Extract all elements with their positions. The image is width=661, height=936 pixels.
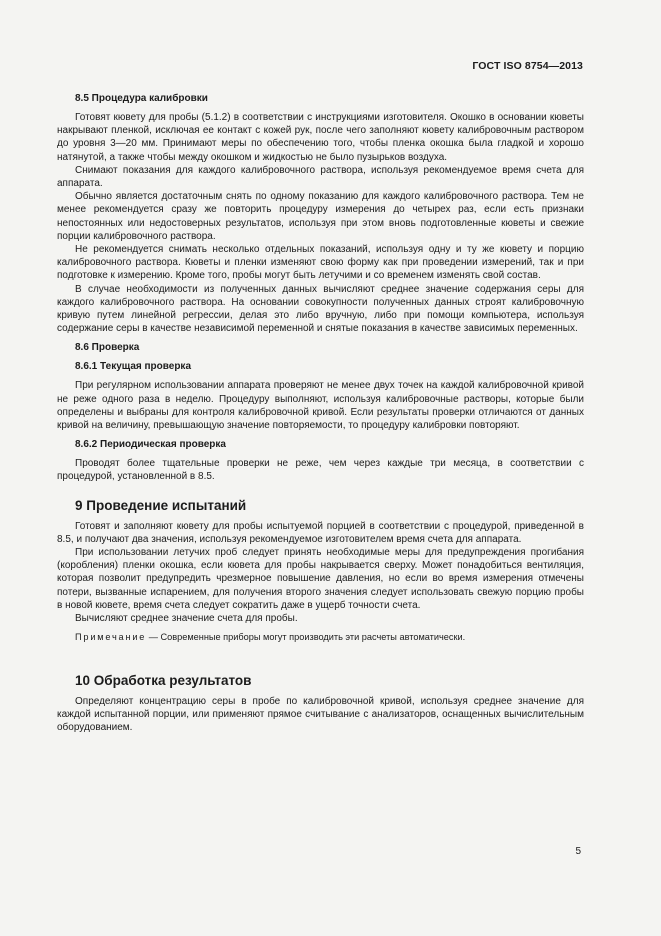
paragraph: Определяют концентрацию серы в пробе по калибровочной кривой, используя среднее значение для каждой испытанной порции, или применяют прямое считывание с анализаторов, оснащенных вычислительным оборудованием. [57, 695, 584, 733]
paragraph: Снимают показания для каждого калибровочного раствора, используя рекомендуемое время счета для аппарата. [57, 164, 584, 190]
paragraph: Не рекомендуется снимать несколько отдельных показаний, используя одну и ту же кювету и порцию калибровочного раствора. Кюветы и пленки изменяют свою форму как при проведении измерений, так и при подготовке к измерению. Кроме того, пробы могут быть летучими и со временем изменять свой состав. [57, 244, 584, 282]
note [57, 631, 584, 644]
paragraph: Готовят кювету для пробы (5.1.2) в соответствии с инструкциями изготовителя. Окошко в основании кюветы накрывают пленкой, исключая ее контакт с кожей рук, после чего заполняют кювету калибровочным раствором до уровня 3—20 мм. Принимают меры по обеспечению того, чтобы пленка окошка была гладкой и хорошо натянутой, а также чтобы между окошком и жидкостью не было пузырьков воздуха. [57, 112, 584, 163]
section-8-5-heading: 8.5 Процедура калибровки [75, 93, 208, 104]
paragraph: При использовании летучих проб следует принять необходимые меры для предупреждения прогибания (коробления) пленки окошка, если кювета для пробы накрывается сверху. Может понадобиться вентиляция, которая позволит предупредить чрезмерное повышение давления, но если во время измерения отмечены потери, вызванные испарением, для получения второго значения следует использовать свежую порцию пробы в новой кювете, время счета следует сократить даже в ущерб точности счета. [57, 547, 584, 611]
section-9-heading: 9 Проведение испытаний [75, 497, 247, 513]
paragraph: При регулярном использовании аппарата проверяют не менее двух точек на каждой калибровочной кривой не реже одного раза в неделю. Процедуру выполняют, используя калибровочные растворы, которые были определены и выбраны для контроля калибровочной кривой. Если результаты проверки отличаются от данных кривой на величину, превышающую значение повторяемости, то процедуру калибровки повторяют. [57, 380, 584, 432]
note-text: — Современные приборы могут производить эти расчеты автоматически. [146, 632, 466, 643]
paragraph: Обычно является достаточным снять по одному показанию для каждого калибровочного раствора. Тем не менее рекомендуется сразу же повторить процедуру измерения до четырех раз, если есть признаки непостоянных или недостоверных результатов, используя при этом вновь подготовленные кюветы и свежие порции калибровочного раствора. [57, 191, 584, 242]
document-id: ГОСТ ISO 8754—2013 [472, 60, 583, 72]
paragraph: Готовят и заполняют кювету для пробы испытуемой порцией в соответствии с процедурой, приведенной в 8.5, и получают два значения, используя рекомендуемое изготовителем время счета для аппарата. [57, 520, 584, 545]
paragraph: Вычисляют среднее значение счета для пробы. [75, 613, 298, 625]
paragraph: Проводят более тщательные проверки не реже, чем через каждые три месяца, в соответствии с процедурой, установленной в 8.5. [57, 458, 584, 483]
page-number: 5 [575, 846, 581, 857]
section-8-6-heading: 8.6 Проверка [75, 342, 140, 354]
section-8-6-1-heading: 8.6.1 Текущая проверка [75, 361, 192, 373]
section-10-heading: 10 Обработка результатов [75, 672, 252, 688]
paragraph: В случае необходимости из полученных данных вычисляют среднее значение содержания серы для каждого калибровочного раствора. На основании совокупности полученных данных строят калибровочную кривую путем линейной регрессии, делая это либо вручную, либо при помощи компьютера, используя содержание серы в качестве независимой переменной и снятые показания в качестве зависимых переменных. [57, 283, 584, 335]
note-label: Примечание [75, 632, 147, 643]
section-8-6-2-heading: 8.6.2 Периодическая проверка [75, 439, 226, 451]
document-body [57, 92, 584, 734]
